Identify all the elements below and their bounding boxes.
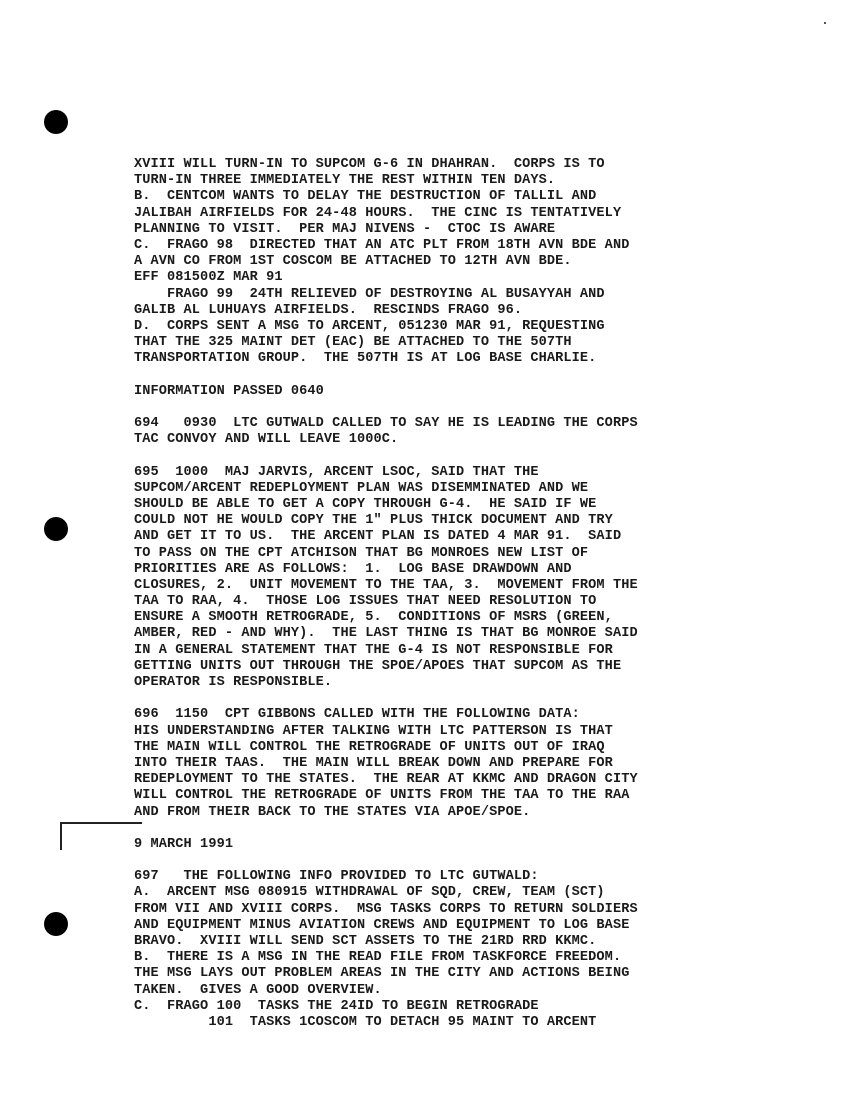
text-line: TURN-IN THREE IMMEDIATELY THE REST WITHIN TEN DAYS. xyxy=(134,173,556,189)
text-line: TAKEN. GIVES A GOOD OVERVIEW. xyxy=(134,982,382,998)
text-line: AND EQUIPMENT MINUS AVIATION CREWS AND EQUIPMENT TO LOG BASE xyxy=(134,917,630,933)
text-line: INFORMATION PASSED 0640 xyxy=(134,383,324,399)
text-line: 695 1000 MAJ JARVIS, ARCENT LSOC, SAID THAT THE xyxy=(134,464,539,480)
text-line: SUPCOM/ARCENT REDEPLOYMENT PLAN WAS DISEMMINATED AND WE xyxy=(134,480,589,496)
text-line: TAC CONVOY AND WILL LEAVE 1000C. xyxy=(134,432,399,448)
paragraph xyxy=(134,707,834,820)
text-line: AND FROM THEIR BACK TO THE STATES VIA APOE/SPOE. xyxy=(134,804,531,820)
paragraph xyxy=(134,465,834,692)
text-line: GALIB AL LUHUAYS AIRFIELDS. RESCINDS FRAGO 96. xyxy=(134,302,523,318)
scan-speck xyxy=(824,22,826,24)
paragraph xyxy=(134,416,834,448)
punch-hole-middle xyxy=(44,517,68,541)
text-line: TAA TO RAA, 4. THOSE LOG ISSUES THAT NEED RESOLUTION TO xyxy=(134,594,597,610)
text-line: COULD NOT HE WOULD COPY THE 1" PLUS THICK DOCUMENT AND TRY xyxy=(134,513,613,529)
text-line: A AVN CO FROM 1ST COSCOM BE ATTACHED TO 12TH AVN BDE. xyxy=(134,254,572,270)
text-line: THE MSG LAYS OUT PROBLEM AREAS IN THE CITY AND ACTIONS BEING xyxy=(134,966,630,982)
text-line: B. CENTCOM WANTS TO DELAY THE DESTRUCTION OF TALLIL AND xyxy=(134,189,597,205)
paragraph xyxy=(134,157,834,367)
text-line: INTO THEIR TAAS. THE MAIN WILL BREAK DOWN AND PREPARE FOR xyxy=(134,755,613,771)
text-line: 101 TASKS 1COSCOM TO DETACH 95 MAINT TO ARCENT xyxy=(134,1014,597,1030)
text-line: A. ARCENT MSG 080915 WITHDRAWAL OF SQD, CREW, TEAM (SCT) xyxy=(134,885,605,901)
text-line: FRAGO 99 24TH RELIEVED OF DESTROYING AL BUSAYYAH AND xyxy=(134,286,605,302)
paragraph xyxy=(134,869,834,1031)
text-line: EFF 081500Z MAR 91 xyxy=(134,270,283,286)
text-line: HIS UNDERSTANDING AFTER TALKING WITH LTC PATTERSON IS THAT xyxy=(134,723,613,739)
text-line: SHOULD BE ABLE TO GET A COPY THROUGH G-4. HE SAID IF WE xyxy=(134,496,597,512)
text-line: PLANNING TO VISIT. PER MAJ NIVENS - CTOC IS AWARE xyxy=(134,221,556,237)
paragraph-gap xyxy=(134,367,834,383)
text-line: BRAVO. XVIII WILL SEND SCT ASSETS TO THE 21RD RRD KKMC. xyxy=(134,934,597,949)
text-line: 697 THE FOLLOWING INFO PROVIDED TO LTC GUTWALD: xyxy=(134,869,539,885)
text-line: OPERATOR IS RESPONSIBLE. xyxy=(134,675,333,690)
paragraph xyxy=(134,384,834,400)
text-line: 9 MARCH 1991 xyxy=(134,836,234,852)
text-line: B. THERE IS A MSG IN THE READ FILE FROM TASKFORCE FREEDOM. xyxy=(134,950,622,966)
paragraph xyxy=(134,837,834,853)
text-line: XVIII WILL TURN-IN TO SUPCOM G-6 IN DHAHRAN. CORPS IS TO xyxy=(134,157,605,172)
text-line: 696 1150 CPT GIBBONS CALLED WITH THE FOLLOWING DATA: xyxy=(134,707,580,723)
text-line: GETTING UNITS OUT THROUGH THE SPOE/APOES THAT SUPCOM AS THE xyxy=(134,658,622,674)
text-line: C. FRAGO 100 TASKS THE 24ID TO BEGIN RETROGRADE xyxy=(134,998,539,1014)
text-line: IN A GENERAL STATEMENT THAT THE G-4 IS NOT RESPONSIBLE FOR xyxy=(134,642,613,658)
text-line: AND GET IT TO US. THE ARCENT PLAN IS DATED 4 MAR 91. SAID xyxy=(134,529,622,545)
text-line: AMBER, RED - AND WHY). THE LAST THING IS THAT BG MONROE SAID xyxy=(134,626,638,642)
punch-hole-bottom xyxy=(44,912,68,936)
text-line: THE MAIN WILL CONTROL THE RETROGRADE OF UNITS OUT OF IRAQ xyxy=(134,739,605,755)
punch-hole-top xyxy=(44,110,68,134)
paragraph-gap xyxy=(134,448,834,464)
date-bracket-mark xyxy=(60,822,142,850)
text-line: REDEPLOYMENT TO THE STATES. THE REAR AT KKMC AND DRAGON CITY xyxy=(134,772,638,788)
text-line: PRIORITIES ARE AS FOLLOWS: 1. LOG BASE DRAWDOWN AND xyxy=(134,561,572,577)
document-page xyxy=(134,157,834,1031)
text-line: ENSURE A SMOOTH RETROGRADE, 5. CONDITIONS OF MSRS (GREEN, xyxy=(134,610,613,626)
paragraph-gap xyxy=(134,853,834,869)
text-line: WILL CONTROL THE RETROGRADE OF UNITS FROM THE TAA TO THE RAA xyxy=(134,788,630,804)
text-line: FROM VII AND XVIII CORPS. MSG TASKS CORPS TO RETURN SOLDIERS xyxy=(134,901,638,917)
paragraph-gap xyxy=(134,821,834,837)
paragraph-gap xyxy=(134,691,834,707)
text-line: JALIBAH AIRFIELDS FOR 24-48 HOURS. THE CINC IS TENTATIVELY xyxy=(134,205,622,221)
text-line: TRANSPORTATION GROUP. THE 507TH IS AT LOG BASE CHARLIE. xyxy=(134,351,597,367)
text-line: THAT THE 325 MAINT DET (EAC) BE ATTACHED TO THE 507TH xyxy=(134,335,572,351)
text-line: CLOSURES, 2. UNIT MOVEMENT TO THE TAA, 3. MOVEMENT FROM THE xyxy=(134,577,638,593)
text-line: D. CORPS SENT A MSG TO ARCENT, 051230 MAR 91, REQUESTING xyxy=(134,318,605,334)
text-line: 694 0930 LTC GUTWALD CALLED TO SAY HE IS LEADING THE CORPS xyxy=(134,416,638,431)
paragraph-gap xyxy=(134,400,834,416)
text-line: C. FRAGO 98 DIRECTED THAT AN ATC PLT FROM 18TH AVN BDE AND xyxy=(134,237,630,253)
text-line: TO PASS ON THE CPT ATCHISON THAT BG MONROES NEW LIST OF xyxy=(134,545,589,561)
